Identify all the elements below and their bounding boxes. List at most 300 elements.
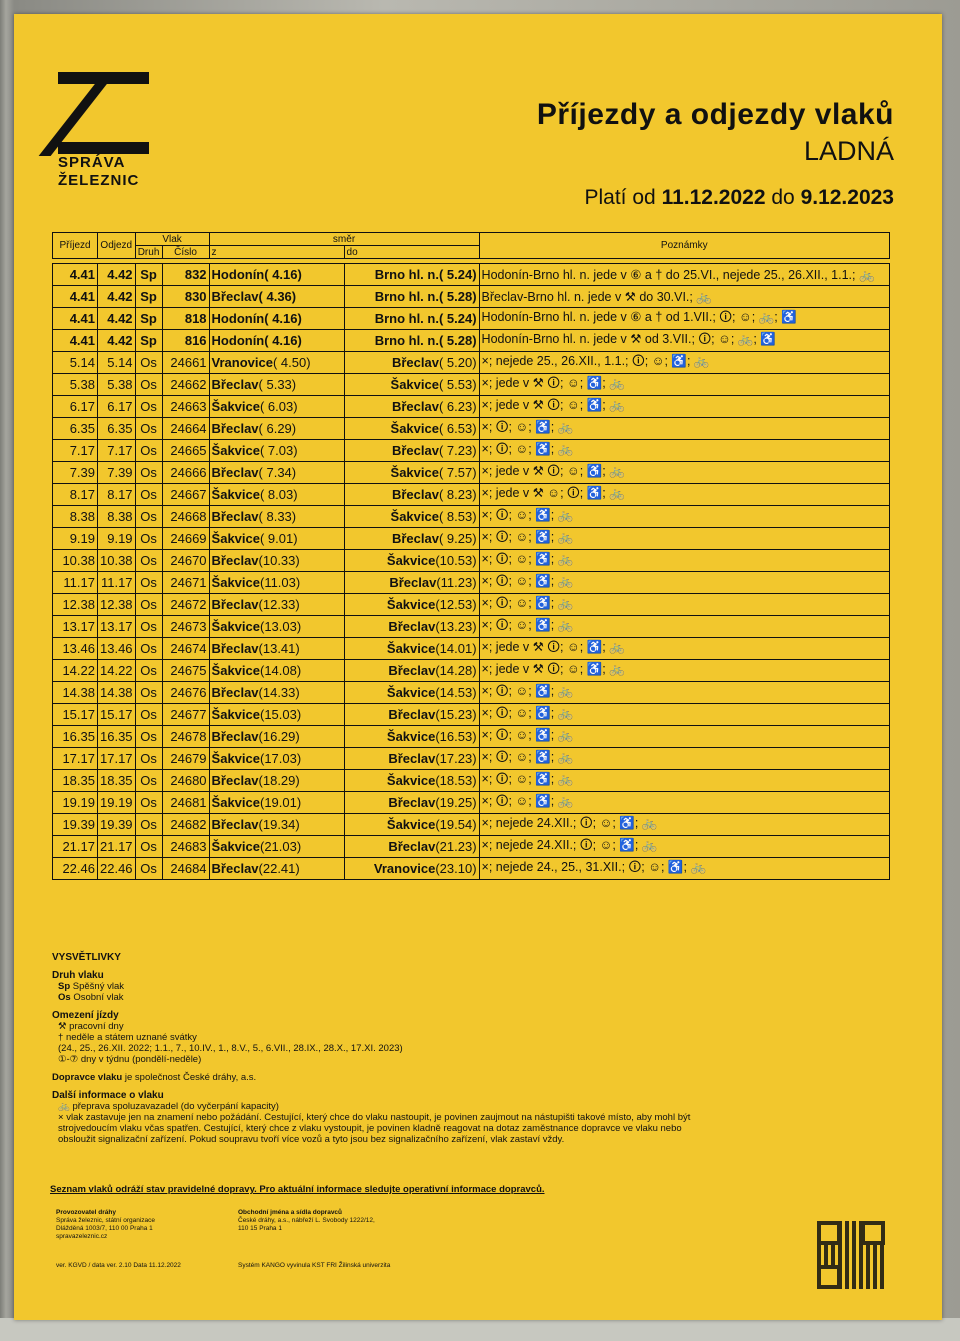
validity-mid: do bbox=[771, 186, 795, 209]
arrival-time: 11.17 bbox=[53, 572, 98, 594]
destination-station: Šakvice bbox=[386, 685, 436, 700]
destination bbox=[344, 682, 479, 704]
legend-type-code: Sp bbox=[58, 981, 71, 992]
timetable-row bbox=[53, 836, 890, 858]
header-notes: Poznámky bbox=[479, 233, 889, 259]
legend-info-item bbox=[52, 1101, 692, 1112]
destination bbox=[344, 704, 479, 726]
logo-text bbox=[58, 154, 139, 190]
train-number: 24663 bbox=[162, 396, 209, 418]
train-type: Os bbox=[135, 726, 162, 748]
arrival-time: 13.17 bbox=[53, 616, 98, 638]
origin-station: Šakvice bbox=[211, 399, 260, 414]
legend-type-label: Osobní vlak bbox=[73, 992, 124, 1003]
origin-time: (17.03) bbox=[259, 751, 302, 766]
logo-bar-bottom bbox=[58, 142, 149, 154]
origin-time: (15.03) bbox=[259, 707, 302, 722]
train-number: 830 bbox=[162, 286, 209, 308]
footer-carriers-line: 110 15 Praha 1 bbox=[238, 1225, 282, 1232]
row-notes: ×; 🛈; ☺; ♿; 🚲 bbox=[479, 616, 889, 638]
timetable-row bbox=[53, 594, 890, 616]
legend-restriction-label: (24., 25., 26.XII. 2022; 1.1., 7., 10.IV., 1., 8.V., 5., 6.VII., 28.IX., 28.X., 17.XI. 2023) bbox=[58, 1043, 403, 1054]
train-number: 24677 bbox=[162, 704, 209, 726]
train-number: 832 bbox=[162, 264, 209, 286]
wall-strip bbox=[0, 1318, 960, 1341]
origin-station: Břeclav bbox=[211, 421, 259, 436]
header-arrival: Příjezd bbox=[53, 233, 98, 259]
destination-station: Břeclav bbox=[391, 443, 439, 458]
destination-time: (19.54) bbox=[435, 817, 477, 832]
departure-time: 22.46 bbox=[98, 858, 136, 880]
arrival-time: 18.35 bbox=[53, 770, 98, 792]
destination bbox=[344, 858, 479, 880]
destination bbox=[344, 792, 479, 814]
arrival-time: 4.41 bbox=[53, 286, 98, 308]
origin-station: Břeclav bbox=[211, 289, 259, 304]
page-title: Příjezdy a odjezdy vlaků bbox=[536, 98, 894, 131]
destination-time: (17.23) bbox=[435, 751, 477, 766]
destination bbox=[344, 418, 479, 440]
destination bbox=[344, 572, 479, 594]
arrival-time: 21.17 bbox=[53, 836, 98, 858]
origin-time: ( 5.33) bbox=[258, 377, 297, 392]
origin-time: ( 4.36) bbox=[258, 289, 297, 304]
legend-restriction-item bbox=[52, 1032, 692, 1043]
qr-code[interactable] bbox=[817, 1221, 885, 1289]
footer-operator-line: spravazeleznic.cz bbox=[56, 1233, 108, 1240]
destination-station: Břeclav bbox=[391, 531, 439, 546]
destination-time: ( 5.24) bbox=[438, 267, 477, 282]
timetable-row bbox=[53, 528, 890, 550]
arrival-time: 8.38 bbox=[53, 506, 98, 528]
origin bbox=[209, 616, 344, 638]
row-notes: ×; 🛈; ☺; ♿; 🚲 bbox=[479, 418, 889, 440]
timetable-row bbox=[53, 396, 890, 418]
timetable-row bbox=[53, 440, 890, 462]
arrival-time: 4.41 bbox=[53, 308, 98, 330]
origin bbox=[209, 858, 344, 880]
footer-carriers-lines bbox=[238, 1217, 375, 1233]
origin bbox=[209, 792, 344, 814]
legend-restriction-symbol: ①-⑦ bbox=[58, 1054, 79, 1065]
departure-time: 6.35 bbox=[98, 418, 136, 440]
footer-operator-line: Správa železnic, státní organizace bbox=[56, 1217, 155, 1224]
arrival-time: 13.46 bbox=[53, 638, 98, 660]
legend-restriction-item bbox=[52, 1043, 692, 1054]
origin-station: Šakvice bbox=[211, 531, 260, 546]
train-number: 24672 bbox=[162, 594, 209, 616]
header-type: Druh bbox=[135, 246, 162, 259]
row-notes: ×; 🛈; ☺; ♿; 🚲 bbox=[479, 704, 889, 726]
destination bbox=[344, 308, 479, 330]
departure-time: 7.17 bbox=[98, 440, 136, 462]
departure-time: 6.17 bbox=[98, 396, 136, 418]
arrival-time: 16.35 bbox=[53, 726, 98, 748]
origin-station: Šakvice bbox=[211, 839, 260, 854]
footer-operator bbox=[56, 1209, 155, 1241]
timetable-body bbox=[53, 264, 890, 880]
departure-time: 17.17 bbox=[98, 748, 136, 770]
train-type: Os bbox=[135, 682, 162, 704]
destination-time: ( 6.23) bbox=[438, 399, 477, 414]
origin bbox=[209, 748, 344, 770]
departure-time: 16.35 bbox=[98, 726, 136, 748]
origin-station: Břeclav bbox=[211, 553, 259, 568]
train-type: Os bbox=[135, 660, 162, 682]
legend-restrictions bbox=[52, 1021, 692, 1065]
arrival-time: 5.14 bbox=[53, 352, 98, 374]
departure-time: 4.42 bbox=[98, 286, 136, 308]
header-train: Vlak bbox=[135, 233, 209, 246]
origin-station: Břeclav bbox=[211, 509, 259, 524]
arrival-time: 14.22 bbox=[53, 660, 98, 682]
row-notes: Břeclav-Brno hl. n. jede v ⚒ do 30.VI.; 🚲 bbox=[479, 286, 889, 308]
origin bbox=[209, 814, 344, 836]
destination bbox=[344, 264, 479, 286]
arrival-time: 4.41 bbox=[53, 264, 98, 286]
row-notes: ×; 🛈; ☺; ♿; 🚲 bbox=[479, 572, 889, 594]
train-number: 24674 bbox=[162, 638, 209, 660]
train-type: Os bbox=[135, 858, 162, 880]
origin-time: (14.33) bbox=[258, 685, 300, 700]
timetable-row bbox=[53, 308, 890, 330]
destination bbox=[344, 660, 479, 682]
destination-station: Břeclav bbox=[389, 575, 437, 590]
departure-time: 5.14 bbox=[98, 352, 136, 374]
arrival-time: 9.19 bbox=[53, 528, 98, 550]
destination-station: Šakvice bbox=[386, 553, 436, 568]
train-number: 24684 bbox=[162, 858, 209, 880]
timetable-row bbox=[53, 858, 890, 880]
origin bbox=[209, 770, 344, 792]
origin bbox=[209, 704, 344, 726]
row-notes: Hodonín-Brno hl. n. jede v ⑥ a † od 1.VII.; 🛈; ☺; 🚲; ♿ bbox=[479, 308, 889, 330]
origin bbox=[209, 330, 344, 352]
legend-carrier-text: je společnost České dráhy, a.s. bbox=[124, 1072, 257, 1083]
timetable-row bbox=[53, 770, 890, 792]
departure-time: 13.17 bbox=[98, 616, 136, 638]
destination-station: Šakvice bbox=[390, 465, 439, 480]
row-notes: ×; 🛈; ☺; ♿; 🚲 bbox=[479, 726, 889, 748]
row-notes: ×; 🛈; ☺; ♿; 🚲 bbox=[479, 594, 889, 616]
row-notes: ×; 🛈; ☺; ♿; 🚲 bbox=[479, 506, 889, 528]
timetable-row bbox=[53, 550, 890, 572]
row-notes: ×; 🛈; ☺; ♿; 🚲 bbox=[479, 770, 889, 792]
train-type: Sp bbox=[135, 308, 162, 330]
train-number: 816 bbox=[162, 330, 209, 352]
legend-info-item bbox=[52, 1112, 692, 1145]
szdc-logo bbox=[58, 72, 168, 212]
train-type: Os bbox=[135, 814, 162, 836]
train-type: Sp bbox=[135, 286, 162, 308]
header-number: Číslo bbox=[162, 246, 209, 259]
destination-time: ( 9.25) bbox=[438, 531, 477, 546]
timetable-row bbox=[53, 352, 890, 374]
destination-station: Šakvice bbox=[390, 509, 439, 524]
destination bbox=[344, 836, 479, 858]
timetable-row bbox=[53, 682, 890, 704]
destination-time: (21.23) bbox=[435, 839, 477, 854]
footer-carriers bbox=[238, 1209, 375, 1233]
timetable-row bbox=[53, 616, 890, 638]
destination-station: Vranovice bbox=[373, 861, 436, 876]
origin bbox=[209, 660, 344, 682]
legend-restriction-label: dny v týdnu (pondělí-neděle) bbox=[80, 1054, 202, 1065]
train-number: 24665 bbox=[162, 440, 209, 462]
timetable-row bbox=[53, 704, 890, 726]
logo-line1: SPRÁVA bbox=[58, 154, 126, 171]
validity-from: 11.12.2022 bbox=[661, 186, 766, 209]
arrival-time: 19.39 bbox=[53, 814, 98, 836]
destination-station: Břeclav bbox=[388, 707, 436, 722]
origin bbox=[209, 528, 344, 550]
origin bbox=[209, 594, 344, 616]
origin bbox=[209, 286, 344, 308]
legend-title: VYSVĚTLIVKY bbox=[52, 952, 121, 963]
train-number: 24668 bbox=[162, 506, 209, 528]
origin-station: Šakvice bbox=[211, 619, 260, 634]
row-notes: ×; 🛈; ☺; ♿; 🚲 bbox=[479, 528, 889, 550]
train-number: 24664 bbox=[162, 418, 209, 440]
origin-time: ( 4.16) bbox=[264, 311, 302, 326]
qr-corner bbox=[817, 1265, 841, 1289]
destination-time: ( 7.23) bbox=[438, 443, 477, 458]
arrival-time: 5.38 bbox=[53, 374, 98, 396]
row-notes: ×; jede v ⚒ 🛈; ☺; ♿; 🚲 bbox=[479, 374, 889, 396]
destination-station: Břeclav bbox=[391, 487, 439, 502]
footer-carriers-title: Obchodní jména a sídla dopravců bbox=[238, 1209, 343, 1216]
row-notes: ×; nejede 24.XII.; 🛈; ☺; ♿; 🚲 bbox=[479, 836, 889, 858]
train-type: Sp bbox=[135, 330, 162, 352]
destination-station: Břeclav bbox=[388, 619, 436, 634]
destination bbox=[344, 330, 479, 352]
origin-station: Břeclav bbox=[211, 817, 259, 832]
destination-time: (11.23) bbox=[436, 575, 477, 590]
train-number: 24678 bbox=[162, 726, 209, 748]
destination bbox=[344, 374, 479, 396]
origin-station: Břeclav bbox=[211, 729, 259, 744]
train-number: 24669 bbox=[162, 528, 209, 550]
origin-time: ( 8.03) bbox=[259, 487, 298, 502]
origin-time: ( 6.29) bbox=[258, 421, 297, 436]
timetable-row bbox=[53, 660, 890, 682]
legend-info bbox=[52, 1101, 692, 1145]
destination bbox=[344, 770, 479, 792]
departure-time: 7.39 bbox=[98, 462, 136, 484]
origin-station: Břeclav bbox=[211, 377, 259, 392]
destination bbox=[344, 550, 479, 572]
legend-type-item bbox=[52, 992, 692, 1003]
train-number: 24676 bbox=[162, 682, 209, 704]
legend-restrictions-title: Omezení jízdy bbox=[52, 1010, 119, 1021]
destination-time: ( 8.23) bbox=[438, 487, 477, 502]
legend-restriction-item bbox=[52, 1054, 692, 1065]
legend-type-label: Spěšný vlak bbox=[72, 981, 125, 992]
destination bbox=[344, 528, 479, 550]
destination bbox=[344, 726, 479, 748]
origin-time: ( 7.34) bbox=[258, 465, 297, 480]
destination bbox=[344, 484, 479, 506]
timetable-row bbox=[53, 286, 890, 308]
origin-time: (14.08) bbox=[259, 663, 302, 678]
train-type: Sp bbox=[135, 264, 162, 286]
origin bbox=[209, 418, 344, 440]
departure-time: 4.42 bbox=[98, 308, 136, 330]
origin-time: (21.03) bbox=[259, 839, 302, 854]
train-number: 24679 bbox=[162, 748, 209, 770]
train-type: Os bbox=[135, 352, 162, 374]
destination bbox=[344, 748, 479, 770]
origin-time: (10.33) bbox=[258, 553, 300, 568]
train-number: 24671 bbox=[162, 572, 209, 594]
arrival-time: 6.17 bbox=[53, 396, 98, 418]
row-notes: ×; 🛈; ☺; ♿; 🚲 bbox=[479, 550, 889, 572]
departure-time: 14.38 bbox=[98, 682, 136, 704]
departure-time: 11.17 bbox=[98, 572, 136, 594]
origin-station: Břeclav bbox=[211, 685, 259, 700]
validity-line bbox=[585, 186, 895, 210]
train-number: 24675 bbox=[162, 660, 209, 682]
legend-info-title: Další informace o vlaku bbox=[52, 1090, 164, 1101]
qr-corner bbox=[817, 1221, 841, 1245]
origin-time: (11.03) bbox=[259, 575, 301, 590]
departure-time: 8.38 bbox=[98, 506, 136, 528]
origin-time: (19.34) bbox=[258, 817, 300, 832]
destination-time: ( 6.53) bbox=[438, 421, 477, 436]
destination-time: (10.53) bbox=[435, 553, 477, 568]
train-type: Os bbox=[135, 748, 162, 770]
origin-station: Hodonín bbox=[211, 311, 265, 326]
station-name: LADNÁ bbox=[803, 136, 894, 166]
origin-station: Hodonín bbox=[211, 333, 265, 348]
notice: Seznam vlaků odráží stav pravidelné dopravy. Pro aktuální informace sledujte operativní informace dopravců. bbox=[50, 1184, 545, 1195]
train-number: 818 bbox=[162, 308, 209, 330]
destination-time: ( 5.28) bbox=[438, 289, 477, 304]
destination-time: (19.25) bbox=[435, 795, 477, 810]
destination-time: ( 5.24) bbox=[438, 311, 477, 326]
timetable-poster bbox=[14, 14, 942, 1320]
train-type: Os bbox=[135, 528, 162, 550]
timetable-row bbox=[53, 506, 890, 528]
origin bbox=[209, 638, 344, 660]
departure-time: 13.46 bbox=[98, 638, 136, 660]
timetable-row bbox=[53, 814, 890, 836]
destination-time: ( 5.53) bbox=[438, 377, 477, 392]
origin bbox=[209, 484, 344, 506]
header-to: do bbox=[344, 246, 479, 259]
title-block bbox=[537, 98, 894, 167]
row-notes: ×; nejede 24.XII.; 🛈; ☺; ♿; 🚲 bbox=[479, 814, 889, 836]
departure-time: 10.38 bbox=[98, 550, 136, 572]
origin bbox=[209, 352, 344, 374]
origin-station: Břeclav bbox=[211, 773, 259, 788]
origin-time: ( 6.03) bbox=[259, 399, 298, 414]
row-notes: ×; jede v ⚒ 🛈; ☺; ♿; 🚲 bbox=[479, 638, 889, 660]
train-number: 24667 bbox=[162, 484, 209, 506]
legend-type-item bbox=[52, 981, 692, 992]
legend-restriction-label: neděle a státem uznané svátky bbox=[65, 1032, 197, 1043]
arrival-time: 8.17 bbox=[53, 484, 98, 506]
departure-time: 4.42 bbox=[98, 264, 136, 286]
departure-time: 15.17 bbox=[98, 704, 136, 726]
destination bbox=[344, 638, 479, 660]
timetable-row bbox=[53, 462, 890, 484]
origin-station: Šakvice bbox=[211, 575, 260, 590]
destination-station: Břeclav bbox=[388, 795, 436, 810]
timetable-row bbox=[53, 572, 890, 594]
row-notes: Hodonín-Brno hl. n. jede v ⑥ a † do 25.VI., nejede 25., 26.XII., 1.1.; 🚲 bbox=[479, 264, 889, 286]
timetable-row bbox=[53, 264, 890, 286]
timetable-row bbox=[53, 418, 890, 440]
origin-station: Břeclav bbox=[211, 597, 259, 612]
destination bbox=[344, 594, 479, 616]
row-notes: ×; 🛈; ☺; ♿; 🚲 bbox=[479, 748, 889, 770]
train-number: 24680 bbox=[162, 770, 209, 792]
header-direction: směr bbox=[209, 233, 479, 246]
destination-time: (15.23) bbox=[435, 707, 477, 722]
train-number: 24682 bbox=[162, 814, 209, 836]
departure-time: 14.22 bbox=[98, 660, 136, 682]
departure-time: 8.17 bbox=[98, 484, 136, 506]
destination bbox=[344, 352, 479, 374]
legend-restriction-symbol: ⚒ bbox=[58, 1021, 67, 1032]
arrival-time: 14.38 bbox=[53, 682, 98, 704]
origin-time: (13.41) bbox=[258, 641, 300, 656]
legend-restriction-item bbox=[52, 1021, 692, 1032]
destination-time: ( 5.20) bbox=[438, 355, 477, 370]
train-type: Os bbox=[135, 418, 162, 440]
validity-to: 9.12.2023 bbox=[800, 186, 894, 209]
destination-time: ( 8.53) bbox=[438, 509, 477, 524]
arrival-time: 6.35 bbox=[53, 418, 98, 440]
train-number: 24661 bbox=[162, 352, 209, 374]
destination-station: Šakvice bbox=[386, 773, 436, 788]
timetable-row bbox=[53, 748, 890, 770]
destination-time: (18.53) bbox=[435, 773, 477, 788]
train-number: 24683 bbox=[162, 836, 209, 858]
destination-station: Šakvice bbox=[390, 421, 439, 436]
legend-types-title: Druh vlaku bbox=[52, 970, 104, 981]
train-type: Os bbox=[135, 770, 162, 792]
train-type: Os bbox=[135, 572, 162, 594]
legend-carrier-bold: Dopravce vlaku bbox=[52, 1072, 123, 1083]
legend-info-label: vlak zastavuje jen na znamení nebo požádání. Cestující, který chce do vlaku nastoupit, je povinen zaujmout na nástupišti takové místo, aby mohl být strojvedoucím vlaku včas spatřen. Cestující, který chce z vlaku vystoupit, je povinen kladně reagovat na dotaz zaměstnance dopravce ve vlaku nebo obsloužit signalizační zařízení. Pokud soupravu tvoří více vozů a tyto jsou bez signalizačního zařízení, vlak zastaví vždy. bbox=[58, 1112, 691, 1145]
destination-station: Šakvice bbox=[386, 641, 436, 656]
timetable bbox=[52, 232, 890, 880]
train-type: Os bbox=[135, 396, 162, 418]
destination-station: Šakvice bbox=[386, 597, 436, 612]
destination-station: Břeclav bbox=[388, 663, 436, 678]
train-type: Os bbox=[135, 638, 162, 660]
destination bbox=[344, 616, 479, 638]
row-notes: ×; 🛈; ☺; ♿; 🚲 bbox=[479, 682, 889, 704]
legend-types bbox=[52, 981, 692, 1003]
origin-time: (12.33) bbox=[258, 597, 300, 612]
origin-station: Vranovice bbox=[211, 355, 273, 370]
train-type: Os bbox=[135, 594, 162, 616]
destination-time: (23.10) bbox=[435, 861, 477, 876]
departure-time: 12.38 bbox=[98, 594, 136, 616]
timetable-row bbox=[53, 484, 890, 506]
origin-time: ( 8.33) bbox=[258, 509, 297, 524]
timetable-row bbox=[53, 330, 890, 352]
origin bbox=[209, 440, 344, 462]
destination-station: Šakvice bbox=[386, 729, 436, 744]
row-notes: ×; 🛈; ☺; ♿; 🚲 bbox=[479, 440, 889, 462]
departure-time: 5.38 bbox=[98, 374, 136, 396]
row-notes: ×; 🛈; ☺; ♿; 🚲 bbox=[479, 792, 889, 814]
arrival-time: 19.19 bbox=[53, 792, 98, 814]
